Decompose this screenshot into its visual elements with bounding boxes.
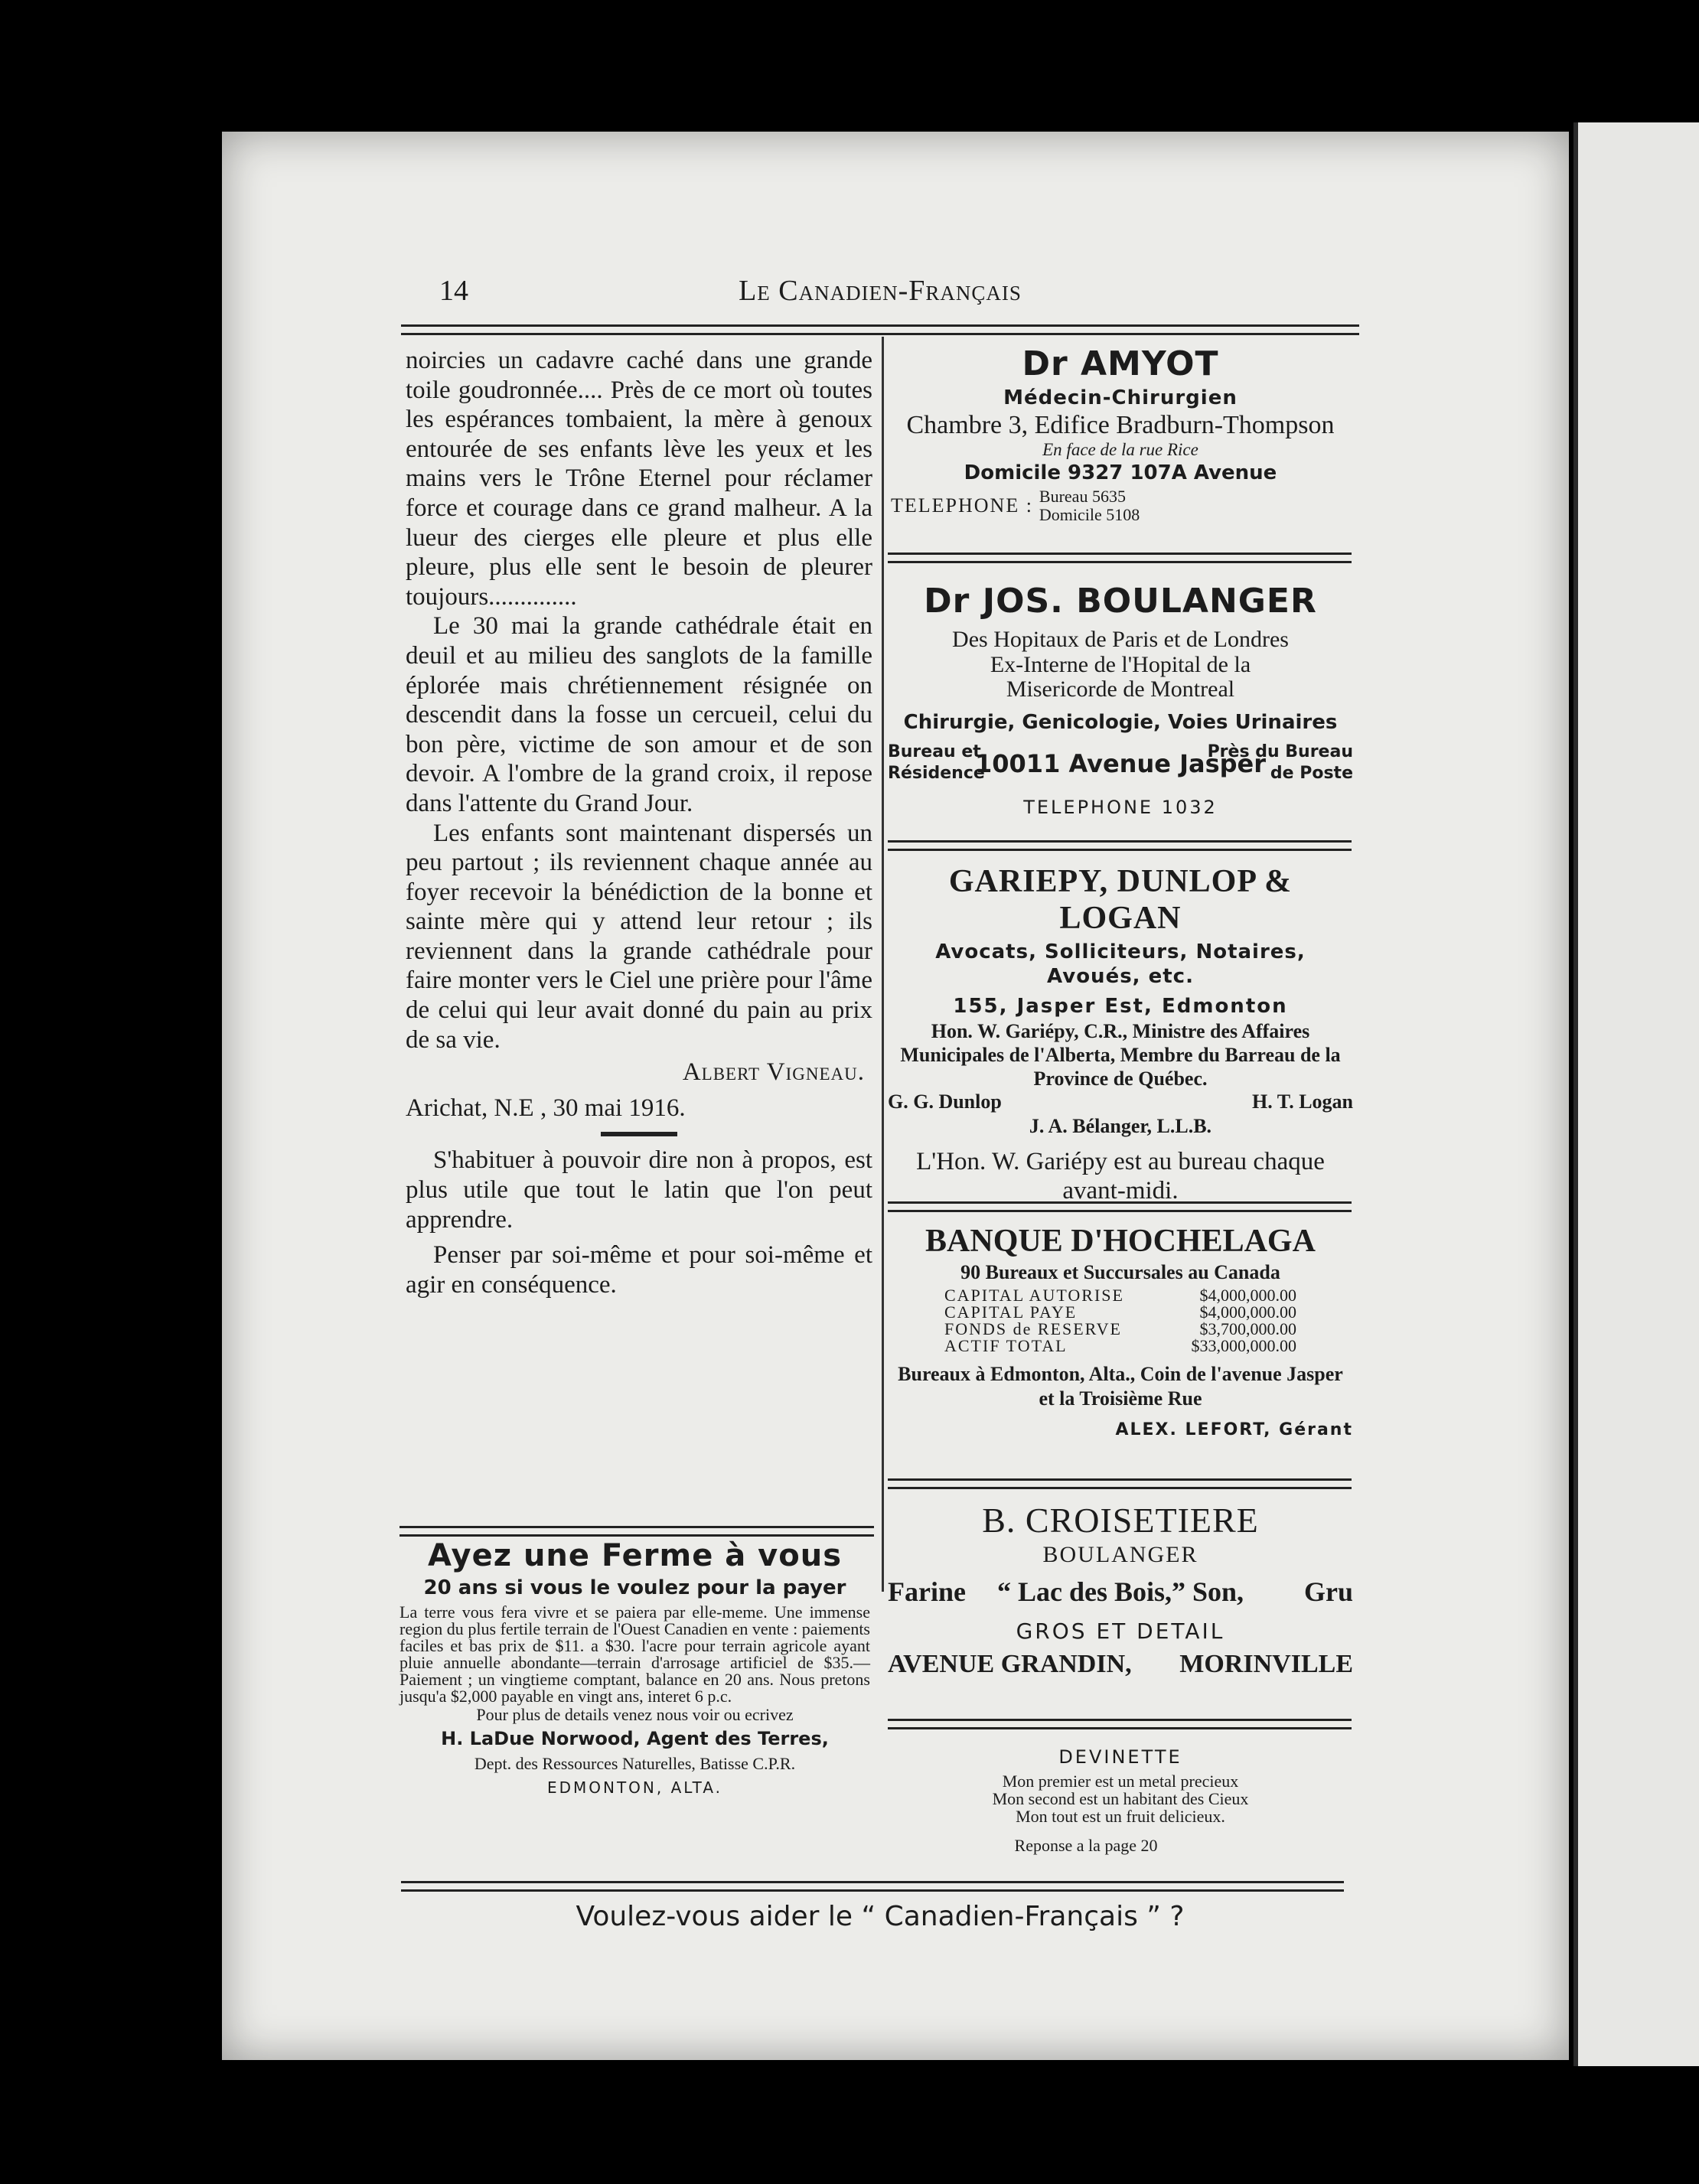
telephone-label: TELEPHONE : [891,494,1033,517]
next-page-edge [1573,122,1699,2066]
maxim: Penser par soi-même et pour soi-même et agir en conséquence. [406,1241,872,1299]
author-signature: Albert Vigneau. [682,1058,865,1087]
poste-label: de Poste [1270,764,1353,783]
article-paragraph: Les enfants sont maintenant dispersés un peu partout ; ils reviennent chaque année au foyer recevoir la bénédiction de la bonne et sainte mère qui y attend leur retour ; ils reviennent dans la grande cathédrale pour faire monter vers le Ciel une prière pour l'âme de celui qui leur avait donné du pain au prix de sa vie. [406,819,872,1054]
ad-rule [888,1201,1352,1212]
croisetiere-advertisement [888,1500,1353,1690]
boulanger-advertisement [888,582,1353,818]
devinette-box [888,1746,1353,1856]
product-farine: Farine [888,1576,966,1607]
amyot-role: Médecin-Chirurgien [1003,386,1238,409]
gariepy-note: L'Hon. W. Gariépy est au bureau chaque avant-midi. [916,1148,1325,1204]
devinette-line: Mon tout est un fruit delicieux. [1016,1807,1225,1826]
gariepy-professions: Avocats, Solliciteurs, Notaires, Avoués, etc. [935,940,1306,988]
ad-rule [888,840,1352,851]
amyot-advertisement [888,344,1353,524]
partner-logan: H. T. Logan [1252,1090,1353,1113]
gariepy-partners [888,1090,1353,1115]
amyot-domicile: Domicile 9327 107A Avenue [964,461,1277,484]
maxim: S'habituer à pouvoir dire non à propos, est plus utile que tout le latin que l'on peut apprendre. [406,1146,872,1234]
masthead: Le Canadien-Français [739,275,1022,307]
devinette-answer: Reponse a la page 20 [1014,1836,1158,1855]
article-column [406,346,872,1299]
banque-location: Bureaux à Edmonton, Alta., Coin de l'avenue Jasper et la Troisième Rue [898,1363,1343,1410]
capital-row: FONDS de RESERVE $3,700,000.00 [944,1319,1296,1338]
boulanger-address-row [888,738,1353,797]
amyot-telephone [888,487,1353,524]
ad-subtitle: 20 ans si vous le voulez pour la payer [423,1576,846,1599]
banque-name: BANQUE D'HOCHELAGA [925,1224,1316,1259]
telephone-domicile: Domicile 5108 [1039,505,1140,524]
banque-advertisement [888,1223,1353,1439]
banque-branches: 90 Bureaux et Succursales au Canada [960,1261,1280,1283]
ad-rule [888,553,1352,563]
product-lac: “ Lac des Bois,” Son, [996,1576,1244,1607]
article-paragraph: noircies un cadavre caché dans une grande toile goudronnée.... Près de ce mort où toutes les espérances tombaient, la mère à genoux entourée de ses enfants lève les yeux et les mains vers le Trône Eternel pour réclamer force et courage dans ce grand malheur. A la lueur des cierges elle pleure et plus elle pleure, plus elle sent le besoin de pleurer toujours.............. [406,347,872,611]
bureau-label: Bureau et [888,742,981,761]
boulanger-address: 10011 Avenue Jasper [975,749,1266,778]
croisetiere-name: B. CROISETIERE [982,1501,1259,1540]
product-gru: Gru [1303,1576,1353,1607]
gariepy-address: 155, Jasper Est, Edmonton [953,995,1288,1018]
ad-rule [888,1719,1352,1729]
footer-rule [401,1881,1344,1892]
page-number: 14 [439,275,468,307]
croisetiere-address [888,1650,1353,1690]
devinette-line: Mon premier est un metal precieux [1002,1772,1239,1791]
capital-row: CAPITAL PAYE $4,000,000.00 [944,1302,1296,1322]
capital-table [944,1287,1296,1354]
croisetiere-town: MORINVILLE [1179,1650,1353,1678]
partner-dunlop: G. G. Dunlop [888,1090,1002,1113]
amyot-name: Dr AMYOT [1022,344,1219,383]
gariepy-advertisement [888,863,1353,1205]
residence-label: Résidence [888,764,985,783]
ferme-advertisement [399,1538,870,1797]
telephone-bureau: Bureau 5635 [1039,487,1126,506]
ad-agent: H. LaDue Norwood, Agent des Terres, [441,1728,829,1749]
devinette-title: DEVINETTE [1058,1746,1182,1768]
amyot-address: Chambre 3, Edifice Bradburn-Thompson [906,411,1335,439]
separator [601,1132,677,1136]
boulanger-line: Ex-Interne de l'Hopital de la Misericorde de Montreal [990,652,1251,702]
banque-manager: ALEX. LEFORT, Gérant [1115,1420,1353,1439]
devinette-line: Mon second est un habitant des Cieux [992,1789,1249,1808]
capital-row: ACTIF TOTAL $33,000,000.00 [944,1336,1296,1355]
ad-rule [888,1478,1352,1489]
boulanger-name: Dr JOS. BOULANGER [924,582,1317,621]
column-divider [882,337,884,1592]
gariepy-name: GARIEPY, DUNLOP & LOGAN [948,864,1293,936]
croisetiere-products [888,1576,1353,1618]
croisetiere-street: AVENUE GRANDIN, [888,1650,1132,1678]
boulanger-telephone: TELEPHONE 1032 [1023,797,1218,818]
ad-title: Ayez une Ferme à vous [428,1538,842,1573]
capital-row: CAPITAL AUTORISE $4,000,000.00 [944,1286,1296,1305]
poste-label: Près du Bureau [1207,742,1353,761]
ad-department: Dept. des Ressources Naturelles, Batisse C.P.R. [474,1754,796,1773]
boulanger-line: Des Hopitaux de Paris et de Londres [952,627,1289,652]
article-paragraph: Le 30 mai la grande cathédrale était en deuil et au milieu des sanglots de la famille éplorée mais chrétiennement résignée on descendit dans la fosse un cercueil, celui du bon père, victime de son amour et de son devoir. A l'ombre de la grand croix, il repose dans l'attente du Grand Jour. [406,612,872,817]
ad-body: La terre vous fera vivre et se paiera par elle-meme. Une immense region du plus fertile terrain de l'Ouest Canadien en vente : paiements faciles et bas prix de $11. a $30. l'acre pour terrain agricole ayant pluie annuelle abondante—terrain d'arrosage artificiel de $35.—Paiement ; un vingtieme comptant, balance en 20 ans. Nous pretons jusqu'a $2,000 payable en vingt ans, interet 6 p.c. [399,1602,870,1706]
ad-city: EDMONTON, ALTA. [546,1778,723,1797]
ad-rule [399,1526,874,1537]
page-header [401,274,1359,312]
amyot-note: En face de la rue Rice [1042,440,1198,459]
ad-contact: Pour plus de details venez nous voir ou ecrivez [476,1705,794,1724]
croisetiere-gros: GROS ET DETAIL [1016,1618,1225,1644]
croisetiere-trade: BOULANGER [1042,1542,1198,1567]
place-date: Arichat, N.E , 30 mai 1916. [406,1094,686,1122]
header-rule [401,324,1359,335]
gariepy-hon: Hon. W. Gariépy, C.R., Ministre des Affaires Municipales de l'Alberta, Membre du Barreau de la Province de Québec. [900,1020,1341,1090]
partner-belanger: J. A. Bélanger, L.L.B. [1029,1115,1212,1137]
boulanger-specialties: Chirurgie, Genicologie, Voies Urinaires [903,711,1338,734]
footer-appeal: Voulez-vous aider le “ Canadien-Français ” ? [576,1901,1185,1932]
